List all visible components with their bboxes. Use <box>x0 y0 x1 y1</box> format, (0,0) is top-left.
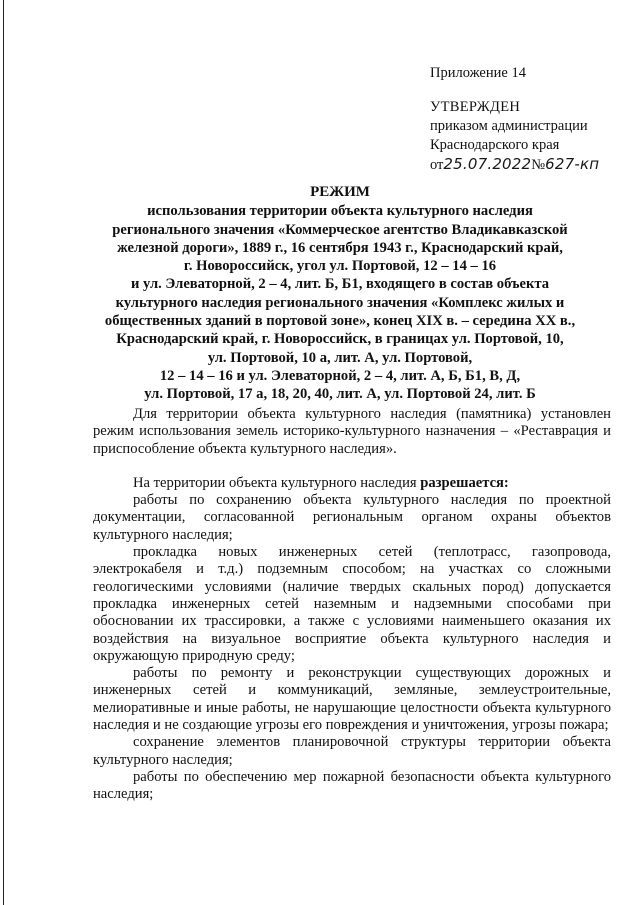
handwritten-number: 627-кп <box>545 155 600 173</box>
appendix-label: Приложение 14 <box>430 65 526 81</box>
heading-line: ул. Портовой, 10 а, лит. А, ул. Портовой, <box>207 349 473 366</box>
allowed-item: работы по ремонту и реконструкции существующих дорожных и инженерных сетей и коммуникаций, земляные, землеустроительные, мелиоративные и иные работы, не нарушающие целостности объекта культурного наследия и не создающие угрозы его повреждения и уничтожения, угрозы пожара; <box>93 665 611 734</box>
page-left-edge <box>3 0 4 905</box>
heading-line: использования территории объекта культурного наследия <box>147 203 533 220</box>
allowed-item: работы по обеспечению мер пожарной безопасности объекта культурного наследия; <box>93 768 611 803</box>
approved-title: УТВЕРЖДЕН <box>430 99 521 115</box>
order-date-number-line <box>430 155 630 175</box>
heading-title: РЕЖИМ <box>310 184 370 200</box>
document-body <box>93 406 611 804</box>
heading-line: ул. Портовой, 17 а, 18, 20, 40, лит. А, ул. Портовой 24, лит. Б <box>144 386 536 403</box>
heading-line: и ул. Элеваторной, 2 – 4, лит. Б, Б1, входящего в состав объекта <box>130 276 550 293</box>
heading-line: железной дороги», 1889 г., 16 сентября 1943 г., Краснодарский край, <box>117 239 563 256</box>
heading-line: 12 – 14 – 16 и ул. Элеваторной, 2 – 4, лит. А, Б, Б1, В, Д, <box>159 367 521 384</box>
allowed-heading-paragraph <box>93 475 611 492</box>
approval-block <box>430 98 630 175</box>
intro-paragraph: Для территории объекта культурного наследия (памятника) установлен режим использования земель историко-культурного назначения – «Реставрация и приспособление объекта культурного наследия». <box>93 406 611 457</box>
approved-by-line-2: Краснодарского края <box>430 137 560 153</box>
handwritten-date: 25.07.2022 <box>443 155 532 173</box>
heading-line: г. Новороссийск, угол ул. Портовой, 12 – 14 – 16 <box>183 258 497 275</box>
approved-by-line-1: приказом администрации <box>430 118 588 134</box>
allowed-bold-text: разрешается: <box>420 474 509 491</box>
allowed-item: прокладка новых инженерных сетей (теплотрасс, газопровода, электрокабеля и т.д.) подземным способом; на участках со сложными геологическими условиями (наличие твердых скальных пород) допускается прокладка инженерных сетей наземным и надземными способами при обосновании их трассировки, а также с условиями наименьшего оказания их воздействия на визуальное восприятие объекта культурного наследия и окружающую природную среду; <box>93 544 611 664</box>
document-heading <box>60 183 620 404</box>
heading-line: Краснодарский край, г. Новороссийск, в границах ул. Портовой, 10, <box>116 331 564 348</box>
heading-line: регионального значения «Коммерческое агентство Владикавказской <box>112 221 568 238</box>
allowed-item: сохранение элементов планировочной структуры территории объекта культурного наследия; <box>93 734 611 768</box>
heading-line: культурного наследия регионального значения «Комплекс жилых и <box>115 294 565 311</box>
number-prefix: № <box>531 157 546 173</box>
date-prefix: от <box>430 157 444 173</box>
allowed-lead-text: На территории объекта культурного наследия <box>133 474 421 491</box>
heading-line: общественных зданий в портовой зоне», конец XIX в. – середина XX в., <box>104 313 576 330</box>
allowed-item: работы по сохранению объекта культурного наследия по проектной документации, согласованной региональным органом охраны объектов культурного наследия; <box>93 492 611 543</box>
